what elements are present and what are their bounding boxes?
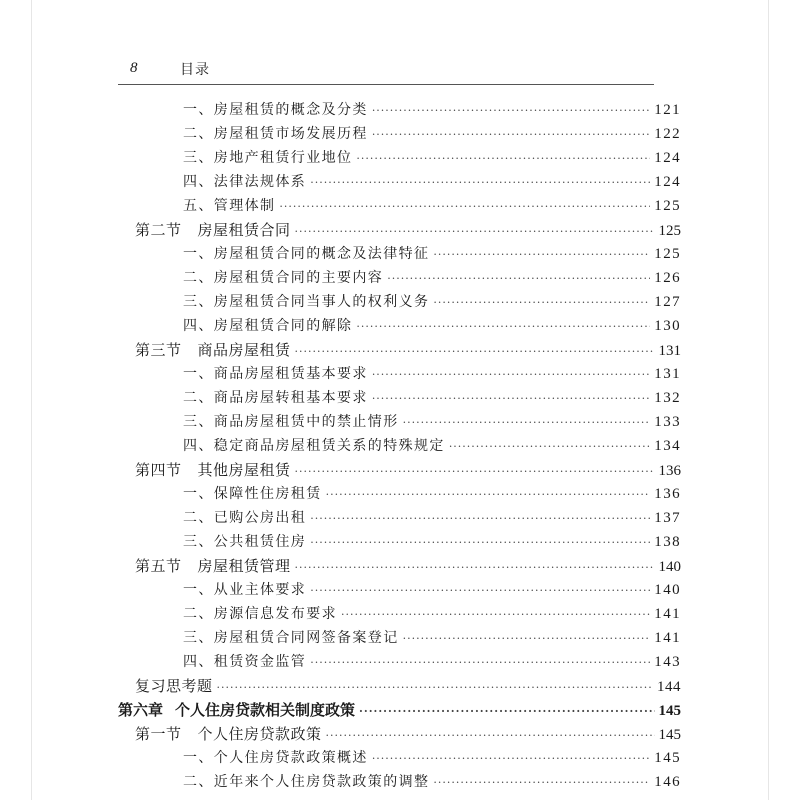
toc-entry-number: 第二节 [135, 221, 182, 239]
toc-entry-label [183, 770, 429, 794]
toc-page-number: 138 [654, 534, 681, 550]
toc-entry-title: 四、租赁资金监管 [183, 654, 307, 670]
dot-leader [372, 123, 650, 147]
toc-entry-label [183, 482, 322, 506]
toc-entry-item[interactable] [183, 530, 681, 554]
toc-entry-item[interactable] [183, 266, 681, 290]
dot-leader [433, 771, 650, 795]
toc-page-number: 137 [654, 510, 681, 526]
dot-leader [433, 243, 650, 267]
toc-entry-label [183, 410, 399, 434]
toc-page-number: 127 [654, 294, 681, 310]
toc-entry-label [183, 746, 368, 770]
toc-entry-label [183, 386, 368, 410]
toc-entry-title: 个人住房贷款相关制度政策 [175, 701, 356, 719]
toc-entry-title: 一、房屋租赁的概念及分类 [183, 102, 368, 118]
toc-page-number: 124 [654, 174, 681, 190]
toc-entry-item[interactable] [183, 98, 681, 122]
toc-entry-chapter[interactable] [118, 698, 681, 722]
toc-entry-item[interactable] [183, 746, 681, 770]
toc-entry-label [135, 554, 291, 578]
toc-entry-title: 二、商品房屋转租基本要求 [183, 390, 368, 406]
toc-entry-title: 二、近年来个人住房贷款政策的调整 [183, 774, 430, 790]
dot-leader [356, 147, 650, 171]
toc-page-number: 122 [654, 126, 681, 142]
toc-entry-title: 四、稳定商品房屋租赁关系的特殊规定 [183, 438, 445, 454]
toc-page-number: 145 [658, 703, 681, 719]
toc-entry-review[interactable] [135, 674, 681, 698]
toc-entry-label [183, 650, 306, 674]
toc-page-number: 146 [654, 774, 681, 790]
toc-entry-item[interactable] [183, 122, 681, 146]
page-number: 8 [130, 60, 138, 76]
dot-leader [372, 387, 650, 411]
toc-entry-item[interactable] [183, 650, 681, 674]
dot-leader [387, 267, 650, 291]
toc-entry-section[interactable] [135, 338, 681, 362]
toc-page-number: 141 [654, 630, 681, 646]
dot-leader [295, 460, 655, 484]
toc-entry-label [183, 242, 429, 266]
dot-leader [279, 195, 650, 219]
toc-entry-title: 四、法律法规体系 [183, 174, 307, 190]
toc-page-number: 145 [654, 750, 681, 766]
toc-entry-label [183, 98, 368, 122]
toc-entry-item[interactable] [183, 242, 681, 266]
toc-entry-label [183, 314, 352, 338]
toc-entry-label [183, 266, 383, 290]
toc-page-number: 126 [654, 270, 681, 286]
toc-entry-label [135, 722, 322, 746]
toc-page-number: 134 [654, 438, 681, 454]
toc-entry-title: 房屋租赁合同 [197, 221, 291, 239]
toc-entry-section[interactable] [135, 218, 681, 242]
toc-entry-item[interactable] [183, 506, 681, 530]
dot-leader [356, 315, 650, 339]
toc-entry-title: 三、房屋租赁合同网签备案登记 [183, 630, 399, 646]
toc-page-number: 143 [654, 654, 681, 670]
dot-leader [310, 579, 650, 603]
toc-page-number: 133 [654, 414, 681, 430]
toc-entry-number: 第三节 [135, 341, 182, 359]
toc-entry-title: 三、房地产租赁行业地位 [183, 150, 353, 166]
toc-entry-item[interactable] [183, 290, 681, 314]
toc-entry-item[interactable] [183, 386, 681, 410]
toc-entry-title: 四、房屋租赁合同的解除 [183, 318, 353, 334]
toc-entry-title: 二、已购公房出租 [183, 510, 307, 526]
dot-leader [403, 411, 651, 435]
toc-entry-title: 一、从业主体要求 [183, 582, 307, 598]
toc-page-number: 125 [654, 246, 681, 262]
toc-entry-label [183, 578, 306, 602]
toc-entry-title: 三、公共租赁住房 [183, 534, 307, 550]
toc-entry-title: 一、个人住房贷款政策概述 [183, 750, 368, 766]
toc-entry-label [118, 698, 355, 722]
toc-entry-label [183, 194, 275, 218]
toc-entry-title: 三、房屋租赁合同当事人的权利义务 [183, 294, 430, 310]
toc-entry-title: 一、商品房屋租赁基本要求 [183, 366, 368, 382]
toc-page-number: 136 [658, 463, 681, 479]
toc-entry-label [135, 218, 291, 242]
toc-entry-title: 二、房屋租赁合同的主要内容 [183, 270, 384, 286]
toc-entry-item[interactable] [183, 770, 681, 794]
toc-entry-number: 第四节 [135, 461, 182, 479]
dot-leader [359, 700, 654, 724]
dot-leader [372, 363, 650, 387]
toc-page-number: 121 [654, 102, 681, 118]
toc-page-number: 136 [654, 486, 681, 502]
dot-leader [310, 531, 650, 555]
header-title: 目录 [180, 62, 210, 78]
dot-leader [326, 483, 651, 507]
toc-page-number: 140 [654, 582, 681, 598]
toc-entry-label [183, 530, 306, 554]
toc-page-number: 125 [654, 198, 681, 214]
toc-entry-item[interactable] [183, 434, 681, 458]
toc-entry-item[interactable] [183, 602, 681, 626]
toc-entry-title: 三、商品房屋租赁中的禁止情形 [183, 414, 399, 430]
dot-leader [372, 99, 650, 123]
toc-entry-item[interactable] [183, 410, 681, 434]
toc-entry-item[interactable] [183, 314, 681, 338]
toc-entry-section[interactable] [135, 458, 681, 482]
toc-page-number: 131 [658, 343, 681, 359]
toc-page-number: 124 [654, 150, 681, 166]
dot-leader [326, 724, 655, 748]
dot-leader [341, 603, 650, 627]
toc-entry-title: 房屋租赁管理 [197, 557, 291, 575]
toc-entry-item[interactable] [183, 578, 681, 602]
toc-entry-label [183, 602, 337, 626]
dot-leader [372, 747, 650, 771]
toc-entry-label [135, 674, 213, 698]
toc-entry-label [183, 626, 399, 650]
toc-entry-title: 二、房屋租赁市场发展历程 [183, 126, 368, 142]
toc-entry-item[interactable] [183, 626, 681, 650]
toc-page-number: 131 [654, 366, 681, 382]
toc-entry-label [183, 506, 306, 530]
toc-entry-title: 商品房屋租赁 [197, 341, 291, 359]
toc-entry-section[interactable] [135, 722, 681, 746]
toc-entry-item[interactable] [183, 170, 681, 194]
toc-entry-number: 第六章 [118, 701, 164, 719]
toc-page-number: 140 [658, 559, 681, 575]
toc-entry-number: 第五节 [135, 557, 182, 575]
toc-entry-label [183, 122, 368, 146]
dot-leader [403, 627, 651, 651]
toc-entry-item[interactable] [183, 194, 681, 218]
toc-entry-label [183, 434, 445, 458]
dot-leader [310, 171, 650, 195]
toc-entry-title: 二、房源信息发布要求 [183, 606, 337, 622]
toc-entry-title: 个人住房贷款政策 [197, 725, 322, 743]
toc-page-number: 130 [654, 318, 681, 334]
toc-entry-title: 其他房屋租赁 [197, 461, 291, 479]
toc-page-number: 141 [654, 606, 681, 622]
dot-leader [217, 676, 653, 700]
toc-entry-item[interactable] [183, 362, 681, 386]
toc-page-number: 145 [658, 727, 681, 743]
toc-entry-label [183, 146, 352, 170]
toc-entry-item[interactable] [183, 482, 681, 506]
toc-page-number: 125 [658, 223, 681, 239]
toc-entry-title: 一、保障性住房租赁 [183, 486, 322, 502]
running-header [118, 58, 654, 85]
toc-page-number: 132 [654, 390, 681, 406]
toc-entry-title: 一、房屋租赁合同的概念及法律特征 [183, 246, 430, 262]
toc-entry-number: 第一节 [135, 725, 182, 743]
dot-leader [310, 507, 650, 531]
toc-entry-section[interactable] [135, 554, 681, 578]
dot-leader [433, 291, 650, 315]
toc-entry-label [183, 362, 368, 386]
dot-leader [310, 651, 650, 675]
toc-entry-label [183, 290, 429, 314]
toc-entry-label [135, 458, 291, 482]
dot-leader [295, 340, 655, 364]
toc-entry-label [135, 338, 291, 362]
toc-entry-title: 复习思考题 [135, 677, 213, 695]
toc-entry-label [183, 170, 306, 194]
dot-leader [449, 435, 650, 459]
toc-entry-title: 五、管理体制 [183, 198, 276, 214]
toc-entry-item[interactable] [183, 146, 681, 170]
toc-page-number: 144 [657, 679, 681, 695]
dot-leader [295, 220, 655, 244]
dot-leader [295, 556, 655, 580]
